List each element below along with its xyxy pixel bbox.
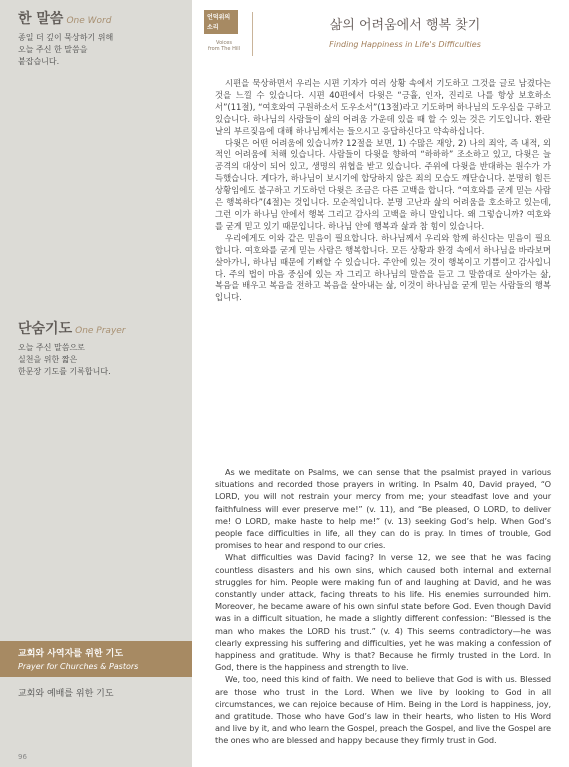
one-word-desc: 종일 더 깊이 묵상하기 위해 오늘 주신 한 말씀을 붙잡습니다. [18,33,114,66]
korean-paragraph: 시편을 묵상하면서 우리는 시편 기자가 여러 상황 속에서 기도하고 그것을 글로 남겼다는 것을 느낄 수 있습니다. 시편 40편에서 다윗은 “긍휼, 인자, 진리로 나를 항상 보호하소서”(11절), “여호와여 구원하소서 도우소서”(13절)라고 기도하며 하나님의 도우심을 구하고 있습니다. 하나님의 사람들이 삶의 어려움 가운데 있을 때 할 수 있는 것은 기도입니다. 환란 날의 부르짖음에 대해 하나님께서는 들으시고 응답하신다고 약속하십니다. [215,78,551,136]
one-word-title-kr: 한 말씀 [18,11,64,27]
church-prayer-desc: 교회와 예배를 위한 기도 [18,689,114,699]
article-title-en: Finding Happiness in Life's Difficulties [329,40,481,49]
english-paragraph: As we meditate on Psalms, we can sense that the psalmist prayed in various situations and recorded those prayers in writing. In Psalm 40, David prayed, “O LORD, you will not restrain your mercy from me; your steadfast love and your faithfulness will ever preserve me!” (v. 11), and “Be pleased, O LORD, to deliver me! O LORD, make haste to help me!” (v. 13) seeking God’s help. When God’s people face difficulties in life, all they can do is pray. In times of trouble, God promises to hear and respond to our cries. [215,467,551,551]
one-prayer-title-kr: 단숨기도 [18,321,73,337]
one-prayer-title-en: One Prayer [75,326,126,336]
sidebar [0,0,192,767]
one-word-section [18,8,186,68]
article-title-kr: 삶의 어려움에서 행복 찾기 [329,18,481,33]
header-divider [252,12,253,56]
korean-paragraph: 우리에게도 이와 같은 믿음이 필요합니다. 하나님께서 우리와 함께 하신다는 믿음이 필요합니다. 여호와를 굳게 믿는 사람은 행복합니다. 모든 상황과 환경 속에서 하나님을 바라보며 살아가니, 하나님 때문에 기뻐할 수 있습니다. 주안에 있는 것이 행복이고 기쁨이고 감사입니다. 주의 법이 마음 중심에 있는 자 그리고 하나님의 말씀을 듣고 그 말씀대로 살아가는 삶, 복음을 배우고 복음을 전하고 복음을 살아내는 삶, 이것이 하나님을 굳게 믿는 사람들의 행복입니다. [215,232,551,303]
church-prayer-title-kr: 교회와 사역자를 위한 기도 [18,649,124,659]
one-prayer-desc: 오늘 주신 말씀으로 실천을 위한 짧은 한문장 기도를 기록합니다. [18,343,111,376]
korean-paragraph: 다윗은 어떤 어려움에 있습니까? 12절을 보면, 1) 수많은 재앙, 2) 나의 죄악, 즉 내적, 외적인 어려움에 처해 있습니다. 사람들이 다윗을 향하여 “하하하” 조소하고 있고, 다윗은 늘 공격의 대상이 되어 있고, 생명의 위협을 받고 있습니다. 주위에 다윗을 반대하는 원수가 가득했습니다. 게다가, 하나님이 보시기에 합당하지 않은 죄의 모습도 깨닫습니다. 분명히 힘든 상황임에도 불구하고 기도하던 다윗은 조금은 다른 고백을 합니다. “여호와를 굳게 믿는 사람은 행복하다”(4절)는 것입니다. 모순적입니다. 분명 고난과 삶의 어려움을 호소하고 있는데, 그런 이가 하나님 안에서 행복 그리고 감사의 고백을 하니 말입니다. 왜 그렇습니까? 여호와를 굳게 믿고 있기 때문입니다. 하나님 안에 행복과 삶과 참 힘이 있습니다. [215,137,551,231]
one-prayer-section [18,318,186,378]
one-word-title-en: One Word [66,16,112,26]
english-body [215,466,551,747]
church-prayer-title-en: Prayer for Churches & Pastors [18,662,139,671]
korean-body [215,78,551,304]
column-badge-subtitle: Voices from The Hill [207,40,241,52]
column-badge: 언덕위의 소리 [204,10,238,34]
page-number: 96 [18,753,27,761]
english-paragraph: We, too, need this kind of faith. We need to believe that God is with us. Blessed are those who trust in the Lord. When we live by looking to God in all circumstances, we can rejoice because of Him. Being in the Lord is happiness, joy, and gratitude. Those who have God’s law in their hearts, who listen to His Word and live by it, and who learn the Gospel, preach the Gospel, and live the Gospel are the ones who are blessed and happy because they firmly trust in God. [215,674,551,746]
english-paragraph: What difficulties was David facing? In verse 12, we see that he was facing countless disasters and his own sins, which caused both internal and external struggles for him. People were making fun of and laughing at David, and he was constantly under attack, facing threats to his life. His enemies surrounded him. Moreover, he became aware of his own sinful state before God. Even though David was in a difficult situation, he made a slightly different confession: “Blessed is the man who makes the LORD his trust.” (v. 4) This seems contradictory—he was clearly expressing his suffering and difficulties, yet he was making a confession of happiness and gratitude. Why is that? Because he firmly trusted in the Lord. In God, there is the happiness and strength to live. [215,552,551,673]
church-prayer-band [0,641,192,677]
